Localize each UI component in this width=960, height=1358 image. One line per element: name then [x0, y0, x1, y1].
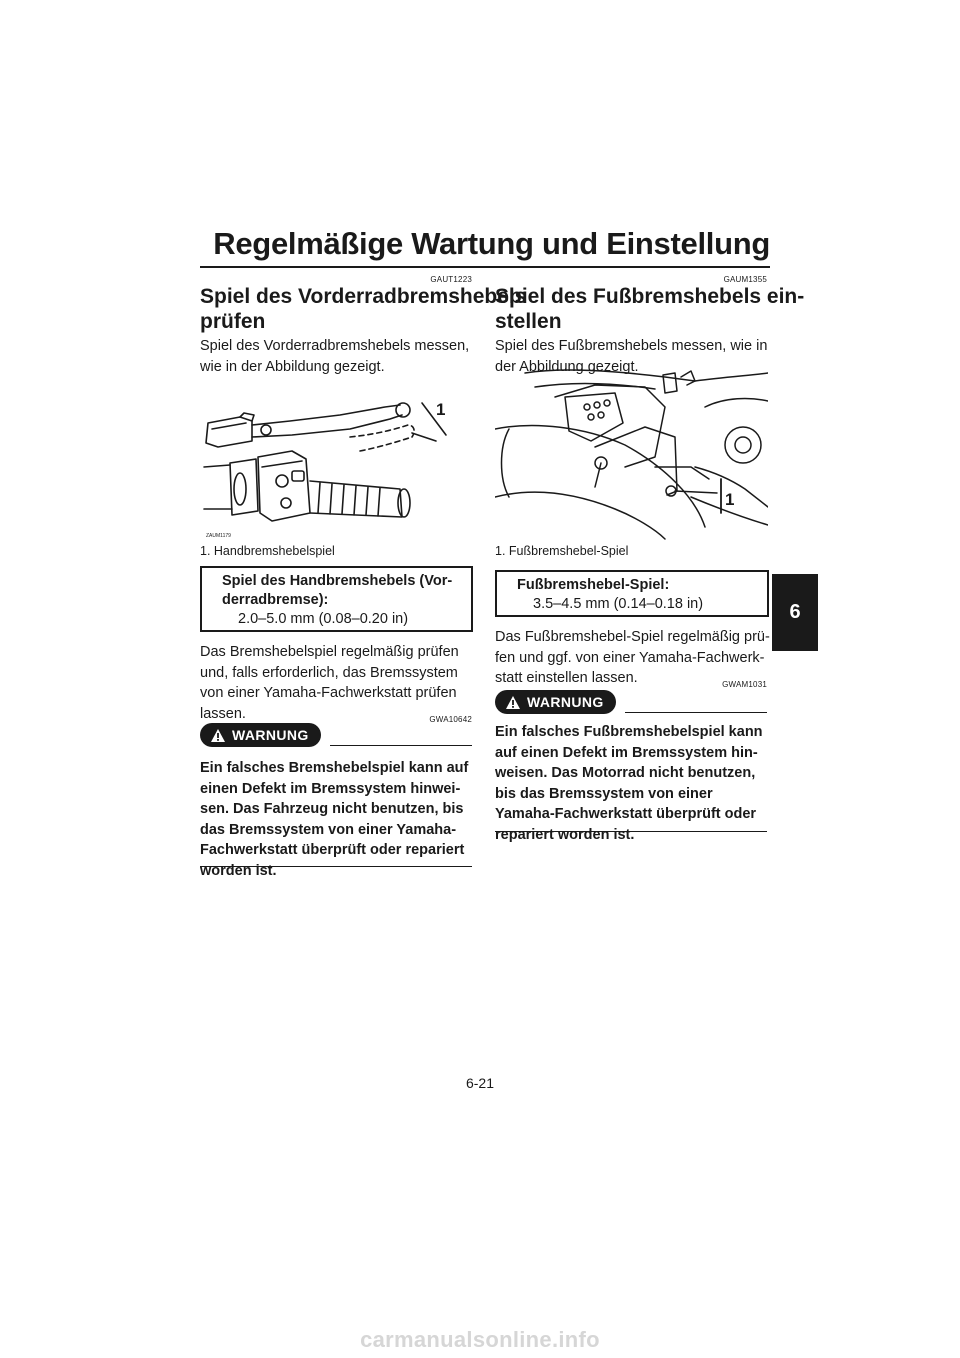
text-line: lassen. [200, 705, 246, 722]
warning-label: WARNUNG [232, 727, 309, 743]
text-line: Spiel des Fußbremshebels messen, wie in [495, 338, 768, 354]
text-line: worden ist. [200, 862, 277, 879]
text-line: Das Fußbremshebel-Spiel regelmäßig prü- [495, 629, 770, 645]
warning-text [495, 722, 763, 845]
figure-caption: 1. Fußbremshebel-Spiel [495, 544, 629, 558]
warning-badge [495, 690, 616, 714]
warning-triangle-icon [505, 695, 521, 710]
text-line: Fachwerkstatt überprüft oder repariert [200, 842, 465, 858]
section-title-line: Spiel des Fußbremshebels ein- [495, 285, 805, 308]
warning-code: GWA10642 [429, 715, 472, 724]
text-line: statt einstellen lassen. [495, 670, 638, 686]
spec-value: 2.0–5.0 mm (0.08–0.20 in) [238, 611, 409, 627]
text-line: einen Defekt im Bremssystem hinwei- [200, 780, 461, 797]
watermark: carmanualsonline.info [360, 1327, 600, 1352]
warning-text [200, 758, 468, 881]
text-line: wie in der Abbildung gezeigt. [200, 358, 385, 375]
spec-box [495, 570, 769, 617]
section-title-line: prüfen [200, 310, 266, 333]
spec-box [200, 566, 473, 632]
text-line: von einer Yamaha-Fachwerkstatt prüfen [200, 685, 457, 701]
text-line: Ein falsches Fußbremshebelspiel kann [495, 724, 763, 740]
spec-label: Fußbremshebel-Spiel: [517, 577, 670, 593]
foot-brake-lever-figure [495, 367, 768, 541]
text-line: das Bremssystem von einer Yamaha- [200, 821, 457, 838]
spec-value: 3.5–4.5 mm (0.14–0.18 in) [533, 596, 704, 612]
warning-top-rule [625, 712, 767, 713]
text-line: fen und ggf. von einer Yamaha-Fachwerk- [495, 649, 765, 666]
text-line: repariert worden ist. [495, 826, 635, 843]
figure-callout-number: 1 [436, 400, 446, 419]
header-divider [200, 266, 770, 268]
page-title: Regelmäßige Wartung und Einstellung [213, 226, 770, 261]
figure-code: ZAUM1179 [206, 533, 231, 539]
section-intro [200, 336, 469, 377]
spec-label-line: derradbremse): [222, 592, 329, 608]
text-line: und, falls erforderlich, das Bremssystem [200, 664, 458, 681]
text-line: Das Bremshebelspiel regelmäßig prüfen [200, 644, 459, 660]
warning-bottom-rule [495, 831, 767, 832]
section-code: GAUM1355 [723, 275, 767, 284]
text-line: Spiel des Vorderradbremshebels messen, [200, 338, 470, 354]
section-title [495, 284, 804, 334]
figure-caption: 1. Handbremshebelspiel [200, 544, 335, 558]
figure-callout-number: 1 [725, 490, 735, 509]
section-title-line: Spiel des Vorderradbremshebels [200, 285, 527, 308]
section-title-line: stellen [495, 310, 562, 333]
handlebar-brake-lever-figure [200, 385, 472, 543]
warning-bottom-rule [200, 866, 472, 867]
spec-label-line: Spiel des Handbremshebels (Vor- [222, 573, 453, 589]
text-line: der Abbildung gezeigt. [495, 358, 639, 375]
text-line: auf einen Defekt im Bremssystem hin- [495, 744, 758, 761]
warning-label: WARNUNG [527, 694, 604, 710]
text-line: bis das Bremssystem von einer [495, 785, 713, 802]
section-title [200, 284, 526, 334]
section-code: GAUT1223 [430, 275, 472, 284]
warning-code: GWAM1031 [722, 680, 767, 689]
page-number: 6-21 [465, 1075, 495, 1091]
chapter-tab[interactable]: 6 [772, 574, 818, 651]
text-line: Yamaha-Fachwerkstatt überprüft oder [495, 806, 757, 822]
text-line: weisen. Das Motorrad nicht benutzen, [495, 765, 756, 781]
body-paragraph [200, 642, 459, 724]
text-line: Ein falsches Bremshebelspiel kann auf [200, 760, 469, 776]
warning-top-rule [330, 745, 472, 746]
warning-triangle-icon [210, 728, 226, 743]
warning-badge [200, 723, 321, 747]
text-line: sen. Das Fahrzeug nicht benutzen, bis [200, 801, 464, 817]
